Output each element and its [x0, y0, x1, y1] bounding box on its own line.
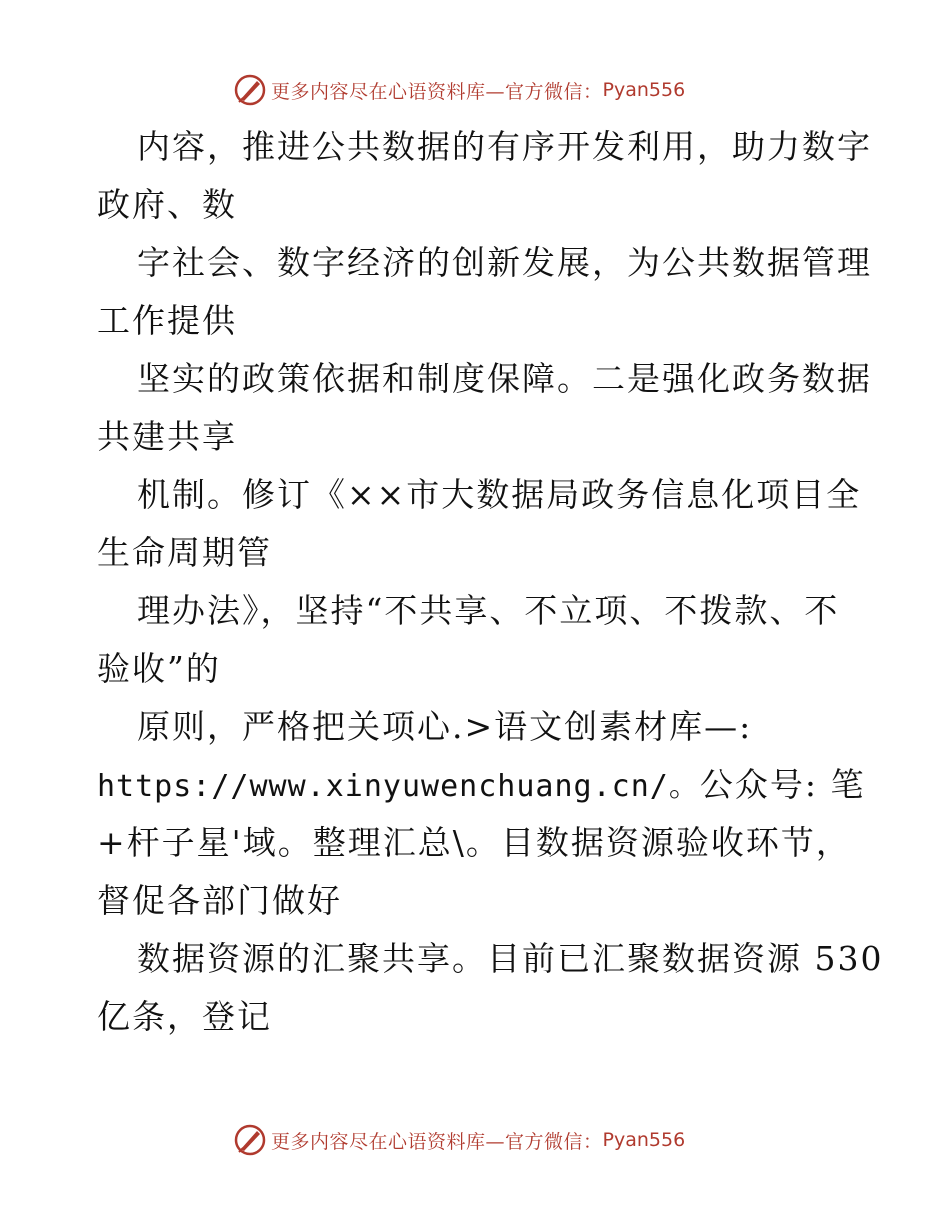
banner-wechat-id: Pyan556: [602, 1129, 686, 1151]
text-line: 政府、数: [97, 185, 237, 224]
wechat-account-text: 公众号: 笔: [699, 765, 866, 804]
quill-logo-icon: [233, 1123, 267, 1157]
text-line: 共建共享: [97, 417, 237, 456]
url-text: https://www.xinyuwenchuang.cn/。: [97, 769, 700, 804]
text-line: 工作提供: [97, 301, 237, 340]
text-line: 督促各部门做好: [97, 881, 342, 920]
text-line: 亿条，登记: [97, 997, 272, 1036]
text-line: 字社会、数字经济的创新发展，为公共数据管理: [137, 243, 872, 282]
text-line: +杆子星'域。整理汇总\。目数据资源验收环节，: [97, 823, 851, 862]
document-body: [97, 118, 884, 1046]
text-line: 数据资源的汇聚共享。目前已汇聚数据资源 530: [137, 939, 884, 978]
footer-banner: [233, 1122, 685, 1158]
text-line: 生命周期管: [97, 533, 272, 572]
banner-text: 更多内容尽在心语资料库—官方微信：: [271, 1130, 603, 1153]
text-line: 原则，严格把关项心.>语文创素材库—:: [137, 707, 753, 746]
banner-wechat-id: Pyan556: [602, 79, 686, 101]
text-line-url: [97, 756, 866, 814]
banner-text: 更多内容尽在心语资料库—官方微信：: [271, 80, 603, 103]
text-line: 坚实的政策依据和制度保障。二是强化政务数据: [137, 359, 872, 398]
text-line: 机制。修订《××市大数据局政务信息化项目全: [137, 475, 862, 514]
quill-logo-icon: [233, 73, 267, 107]
text-line: 验收”的: [97, 649, 221, 688]
text-line: 内容，推进公共数据的有序开发利用，助力数字: [137, 127, 872, 166]
text-line: 理办法》，坚持“不共享、不立项、不拨款、不: [137, 591, 840, 630]
header-banner: [233, 72, 685, 108]
